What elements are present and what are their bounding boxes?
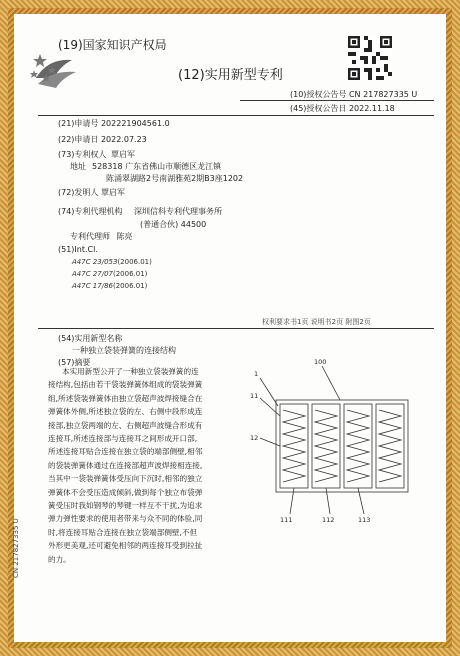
abstract-line: 所述连接耳贴合连接在独立袋的端部侧壁,相邻 [48, 447, 203, 457]
figure-label: 100 [314, 358, 327, 366]
int-cl-label: (51)Int.Cl. [58, 245, 98, 254]
application-number: (21)申请号 202221904561.0 [58, 119, 170, 128]
agency-code: (普通合伙) 44500 [140, 220, 207, 229]
figure-label: 111 [280, 516, 293, 524]
agency-label: (74)专利代理机构 [58, 207, 123, 216]
abstract-line: 弹力弹性要求的使用者带来与众不同的体验,同 [48, 514, 203, 524]
patentee-value: 覃启军 [110, 150, 135, 159]
abstract-line: 弹簧体外侧,所述独立袋的左、右侧中段形成连 [48, 407, 203, 417]
cnipa-logo-icon [26, 48, 84, 98]
office-name: 国家知识产权局 [82, 38, 167, 52]
ipc-code: A47C 27/07 [72, 270, 113, 278]
utility-model-title: 一种独立袋装弹簧的连接结构 [72, 346, 176, 355]
abstract-line: 组,所述袋装弹簧体由独立袋超声波焊接缝合在 [48, 393, 203, 403]
ipc-code: A47C 23/053 [72, 258, 118, 266]
address-line-1: 528318 广东省佛山市顺德区龙江镇 [92, 162, 222, 171]
publication-date: (45)授权公告日 2022.11.18 [290, 104, 395, 113]
abstract-line: 时,将连接耳贴合连接在独立袋端部侧壁,不但 [48, 527, 198, 537]
ipc-entry [72, 282, 147, 290]
ipc-code: A47C 17/86 [72, 282, 113, 290]
agency-name: 深圳信科专利代理事务所 [134, 207, 222, 216]
address-line-2: 陈涌翠湖路2号南湖雅苑2期B3座1202 [106, 174, 244, 183]
abstract-figure [240, 356, 426, 536]
abstract-line: 外形更美观,还可避免相邻的两连接耳受到拉扯 [48, 541, 203, 551]
inventor: (72)发明人 覃启军 [58, 188, 125, 197]
abstract-line: 本实用新型公开了一种独立袋装弹簧的连 [62, 367, 199, 376]
abstract-line: 的袋装弹簧体通过在连接部超声波焊接相连接, [48, 460, 203, 470]
application-date: (22)申请日 2022.07.23 [58, 135, 147, 144]
doc-type-heading [178, 64, 283, 83]
patentee-label: (73)专利权人 [58, 150, 107, 159]
figure-label: 113 [358, 516, 371, 524]
qr-code-icon [348, 36, 392, 80]
patentee [58, 149, 135, 160]
section-divider [38, 328, 434, 329]
ipc-entry [72, 258, 152, 266]
address-label: 地址 [70, 162, 86, 171]
utility-model-title-label: (54)实用新型名称 [58, 334, 123, 343]
abstract-line: 当其中一袋装弹簧体受压向下沉时,相邻的独立 [48, 474, 203, 484]
page-counts: 权利要求书1页 说明书2页 附图2页 [262, 318, 371, 326]
abstract-line: 接部,独立袋两端的左、右侧超声波缝合形成有 [48, 420, 203, 430]
figure-label: 11 [250, 392, 259, 400]
ipc-year: (2006.01) [117, 258, 152, 266]
figure-label: 1 [254, 370, 259, 378]
abstract-line: 弹簧体不会受压造成倾斜,做到每个独立布袋弹 [48, 487, 203, 497]
field-code-12: (12) [178, 68, 205, 83]
header-divider-short [240, 100, 434, 101]
doc-type: 实用新型专利 [204, 68, 283, 83]
abstract-line: 簧受压时我如钢琴的琴键一样互不干扰,为追求 [48, 501, 203, 511]
field-code-19: (19) [58, 38, 83, 52]
abstract-line: 的力。 [48, 554, 71, 564]
figure-label: 112 [322, 516, 335, 524]
agent-value: 陈亮 [116, 232, 133, 241]
ipc-entry [72, 270, 147, 278]
agent-label: 专利代理师 [70, 232, 110, 241]
header-divider [38, 115, 434, 116]
side-publication-code: CN 217827335 U [12, 518, 20, 578]
ipc-year: (2006.01) [112, 270, 148, 278]
abstract-line: 连接耳,所述连接部与连接耳之间形成开口部, [48, 434, 198, 444]
abstract-label: (57)摘要 [58, 358, 91, 367]
agent [70, 231, 133, 242]
abstract-line: 接结构,包括由若干袋装弹簧体组成的袋装弹簧 [48, 380, 203, 390]
ipc-year: (2006.01) [112, 282, 148, 290]
publication-number: (10)授权公告号 CN 217827335 U [290, 90, 418, 99]
abstract-text [48, 365, 234, 566]
figure-label: 12 [250, 434, 259, 442]
